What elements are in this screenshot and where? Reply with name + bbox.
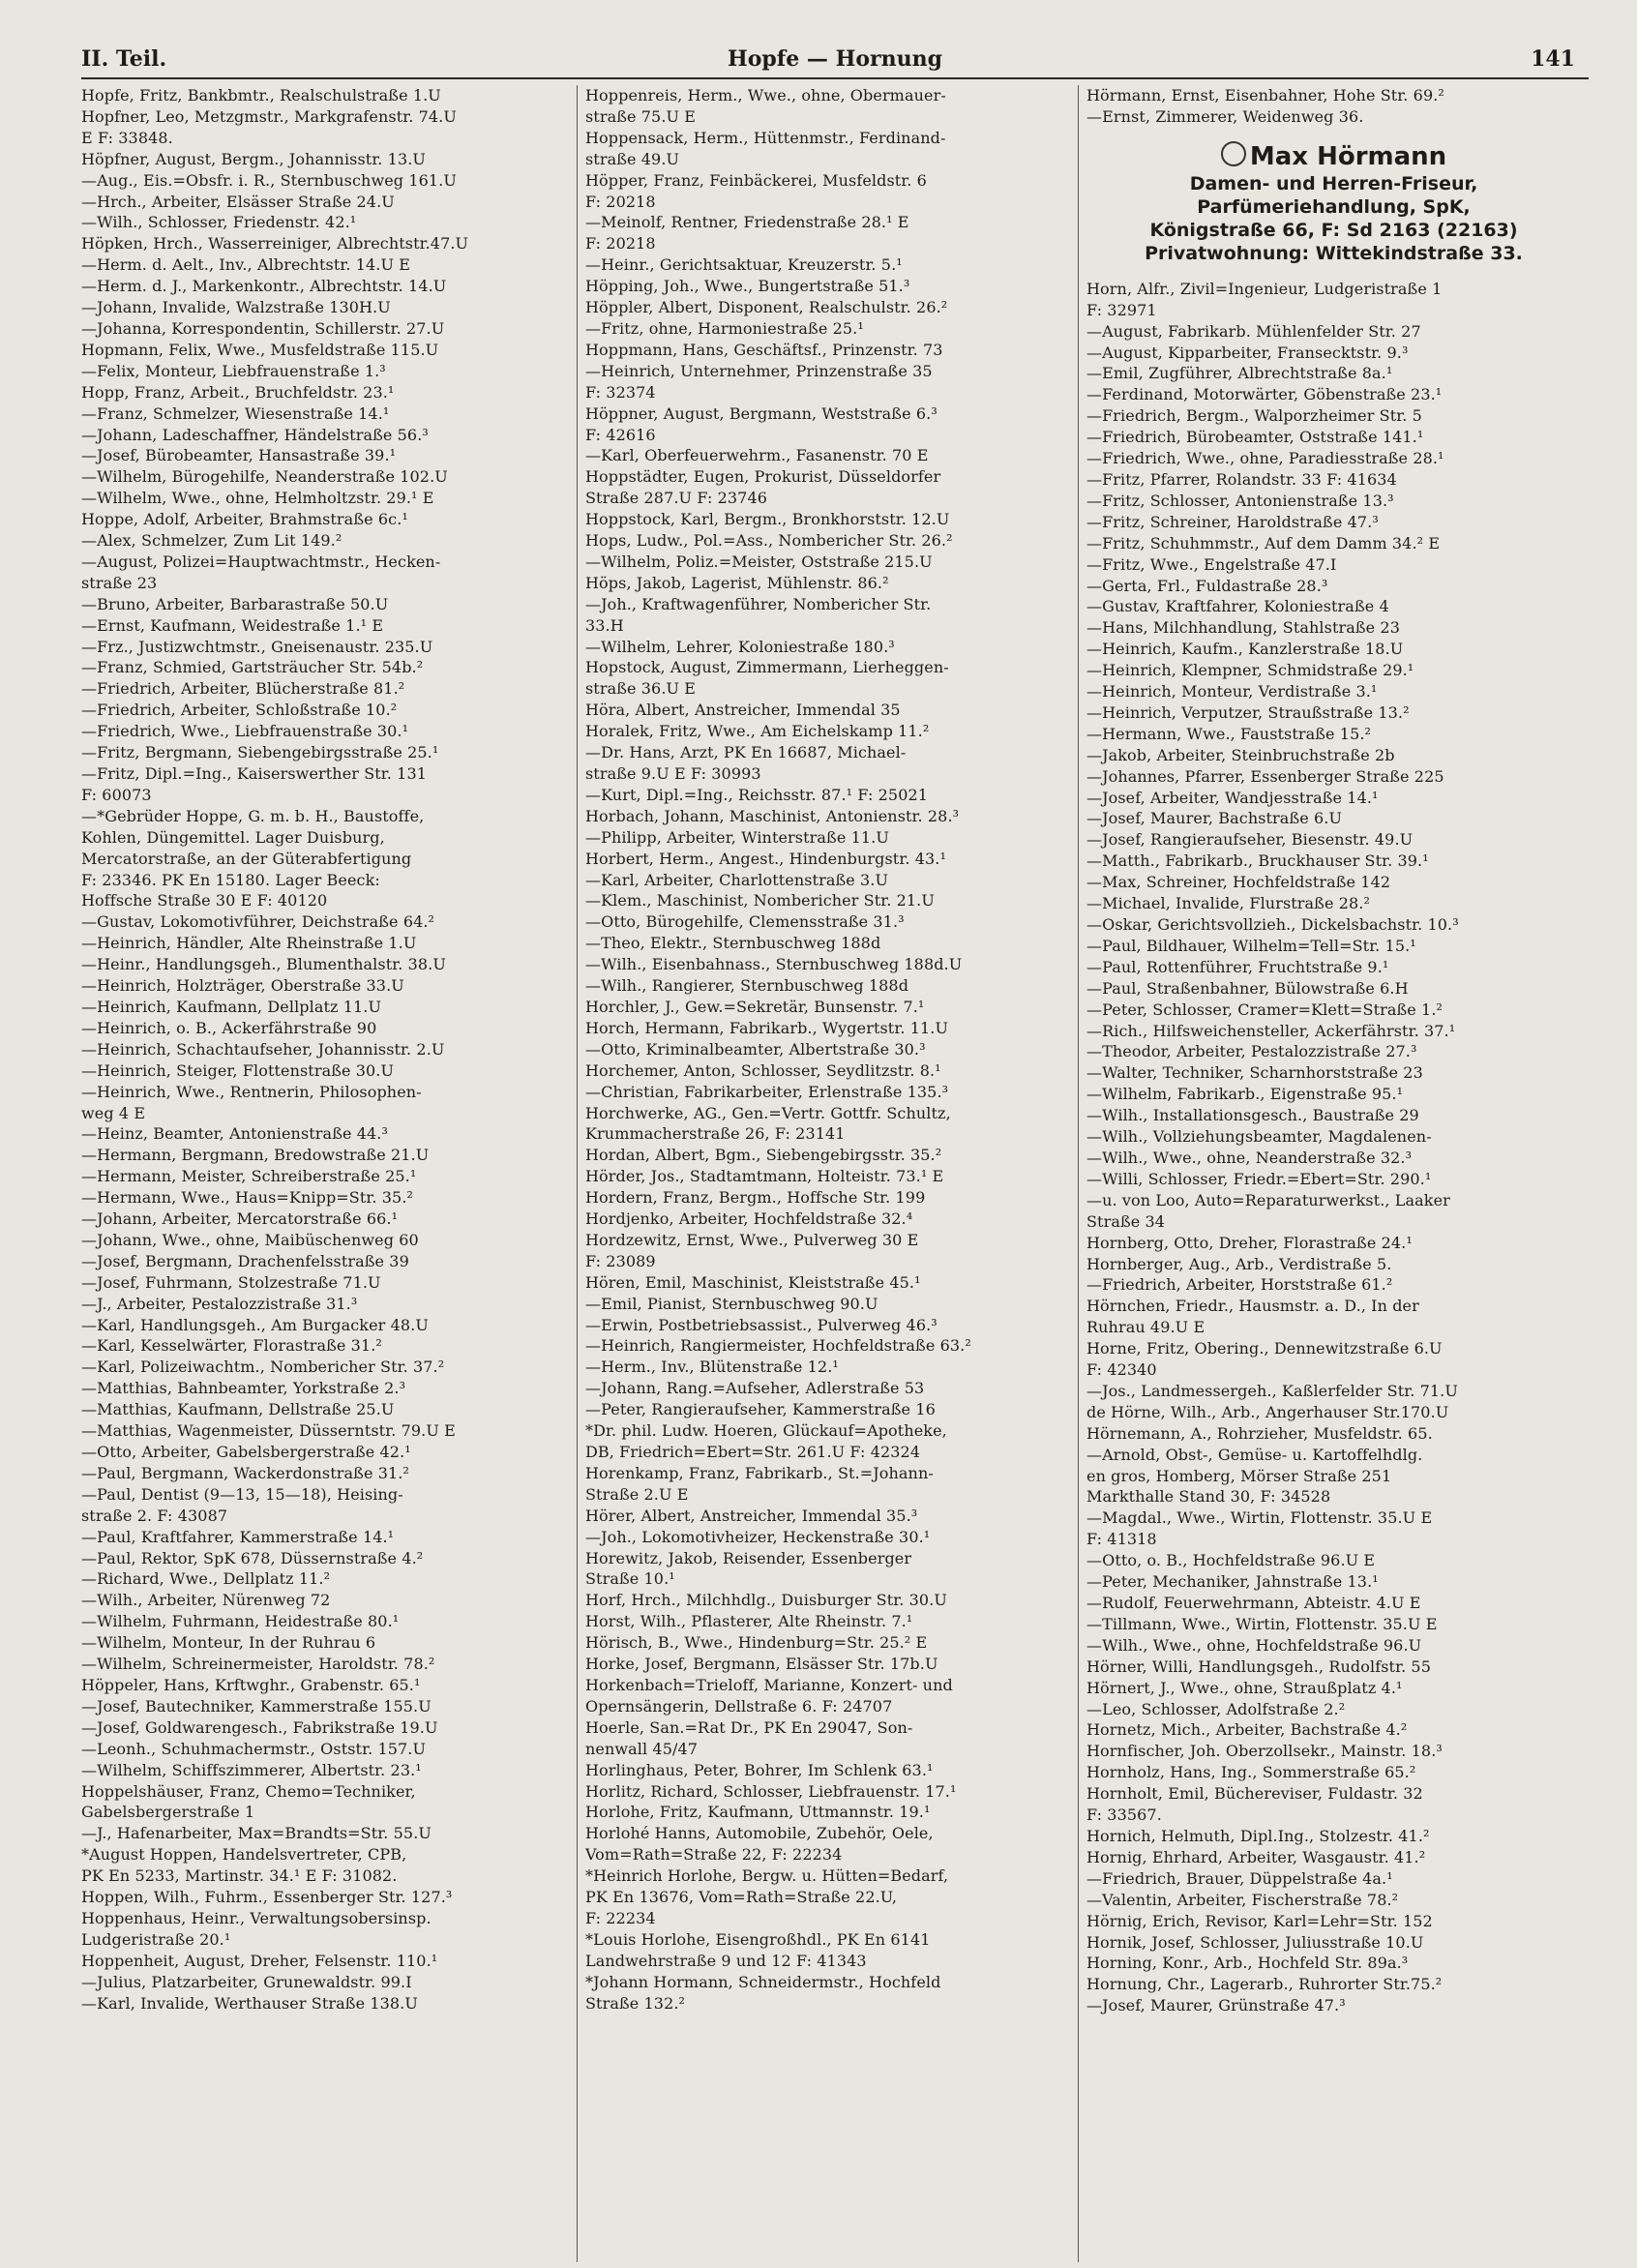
directory-entry: F: 42616 <box>585 425 656 444</box>
directory-entry: —Matthias, Bahnbeamter, Yorkstraße 2.³ <box>81 1379 406 1398</box>
directory-entry: Hopmann, Felix, Wwe., Musfeldstraße 115.U <box>81 340 439 359</box>
page-header <box>81 43 1589 79</box>
directory-entry: —Ernst, Kaufmann, Weidestraße 1.¹ E <box>81 615 384 635</box>
directory-entry: —Kurt, Dipl.=Ing., Reichsstr. 87.¹ F: 25021 <box>585 785 929 804</box>
directory-entry: Hörnig, Erich, Revisor, Karl=Lehr=Str. 152 <box>1086 1911 1433 1930</box>
directory-entry: Höpken, Hrch., Wasserreiniger, Albrechtstr.47.U <box>81 234 469 254</box>
directory-entry: —Fritz, Schreiner, Haroldstraße 47.³ <box>1086 512 1379 531</box>
directory-entry: Hoppstädter, Eugen, Prokurist, Düsseldorfer <box>585 467 941 487</box>
directory-entry: E F: 33848. <box>81 128 173 147</box>
directory-entry: Hornfischer, Joh. Oberzollsekr., Mainstr. 18.³ <box>1086 1742 1443 1761</box>
directory-entry: —Wilhelm, Fuhrmann, Heidestraße 80.¹ <box>81 1612 400 1631</box>
directory-entry: —Fritz, ohne, Harmoniestraße 25.¹ <box>585 318 864 338</box>
directory-entry: Hornholz, Hans, Ing., Sommerstraße 65.² <box>1086 1763 1416 1782</box>
directory-entry: —Paul, Dentist (9—13, 15—18), Heising- <box>81 1484 403 1504</box>
directory-entry: Horkenbach=Trieloff, Marianne, Konzert- und <box>585 1675 953 1694</box>
directory-entry: —Max, Schreiner, Hochfeldstraße 142 <box>1086 873 1391 892</box>
directory-entry: —Joh., Lokomotivheizer, Heckenstraße 30.¹ <box>585 1527 931 1546</box>
directory-entry: —Friedrich, Wwe., ohne, Paradiesstraße 28.¹ <box>1086 449 1444 468</box>
directory-entry: —Wilh., Schlosser, Friedenstr. 42.¹ <box>81 213 357 232</box>
directory-entry: —Karl, Invalide, Werthauser Straße 138.U <box>81 1993 418 2013</box>
directory-entry: —Theo, Elektr., Sternbuschweg 188d <box>585 934 881 953</box>
directory-entry: —Hans, Milchhandlung, Stahlstraße 23 <box>1086 618 1400 638</box>
directory-entry: —Fritz, Schlosser, Antonienstraße 13.³ <box>1086 491 1394 510</box>
directory-entry: —Wilhelm, Wwe., ohne, Helmholtzstr. 29.¹ E <box>81 489 434 508</box>
directory-entry: —Matthias, Kaufmann, Dellstraße 25.U <box>81 1400 395 1419</box>
directory-entry: —J., Hafenarbeiter, Max=Brandts=Str. 55.U <box>81 1824 432 1843</box>
directory-entry: —Aug., Eis.=Obsfr. i. R., Sternbuschweg 161.U <box>81 170 457 190</box>
directory-entry: Opernsängerin, Dellstraße 6. F: 24707 <box>585 1696 893 1716</box>
directory-entry: Gabelsbergerstraße 1 <box>81 1803 255 1822</box>
directory-entry: Hörnchen, Friedr., Hausmstr. a. D., In der <box>1086 1297 1419 1316</box>
directory-entry: —Wilhelm, Poliz.=Meister, Oststraße 215.U <box>585 552 933 571</box>
directory-entry: Hörmann, Ernst, Eisenbahner, Hohe Str. 69.² <box>1086 86 1444 104</box>
directory-entry: Hordern, Franz, Bergm., Hoffsche Str. 199 <box>585 1188 926 1208</box>
directory-entry: —Heinrich, Wwe., Rentnerin, Philosophen- <box>81 1082 422 1101</box>
directory-entry: —Wilhelm, Lehrer, Koloniestraße 180.³ <box>585 637 895 656</box>
directory-entry: *August Hoppen, Handelsvertreter, CPB, <box>81 1845 407 1865</box>
directory-entry: —Josef, Maurer, Grünstraße 47.³ <box>1086 1996 1346 2015</box>
directory-entry: —Herm. d. J., Markenkontr., Albrechtstr. 14.U <box>81 277 447 296</box>
directory-entry: —Jakob, Arbeiter, Steinbruchstraße 2b <box>1086 745 1395 764</box>
directory-entry: PK En 13676, Vom=Rath=Straße 22.U, <box>585 1888 898 1907</box>
directory-entry: Hoppmann, Hans, Geschäftsf., Prinzenstr. 73 <box>585 340 943 359</box>
directory-entry: —Rich., Hilfsweichensteller, Ackerfährstr. 37.¹ <box>1086 1021 1456 1040</box>
directory-entry: Höpping, Joh., Wwe., Bungertstraße 51.³ <box>585 277 910 296</box>
directory-entry: —Franz, Schmelzer, Wiesenstraße 14.¹ <box>81 403 390 423</box>
directory-entry: —Heinr., Handlungsgeh., Blumenthalstr. 38.U <box>81 955 446 974</box>
directory-entry: straße 75.U E <box>585 106 697 126</box>
directory-entry: Hörer, Albert, Anstreicher, Immendal 35.³ <box>585 1506 918 1525</box>
directory-entry: —Philipp, Arbeiter, Winterstraße 11.U <box>585 827 889 847</box>
directory-entry: —Paul, Rektor, SpK 678, Düssernstraße 4.² <box>81 1548 424 1567</box>
running-title: Hopfe — Hornung <box>727 46 943 72</box>
directory-entry: DB, Friedrich=Ebert=Str. 261.U F: 42324 <box>585 1443 921 1461</box>
directory-entry: —Emil, Pianist, Sternbuschweg 90.U <box>585 1294 878 1313</box>
directory-entry: straße 2. F: 43087 <box>81 1506 228 1525</box>
directory-entry: straße 23 <box>81 573 158 592</box>
directory-entry: nenwall 45/47 <box>585 1739 699 1758</box>
directory-entry: —*Gebrüder Hoppe, G. m. b. H., Baustoffe, <box>81 806 425 825</box>
directory-entry: —Wilhelm, Schiffszimmerer, Albertstr. 23.¹ <box>81 1760 422 1779</box>
ad-line: Königstraße 66, F: Sd 2163 (22163) <box>1149 219 1518 241</box>
directory-entry: —Paul, Straßenbahner, Bülowstraße 6.H <box>1086 978 1409 998</box>
directory-entry: —Herm. d. Aelt., Inv., Albrechtstr. 14.U E <box>81 255 411 275</box>
directory-entry: —Ferdinand, Motorwärter, Göbenstraße 23.¹ <box>1086 385 1443 404</box>
directory-entry: —Matthias, Wagenmeister, Düsserntstr. 79.U E <box>81 1421 456 1441</box>
directory-entry: —Fritz, Schuhmmstr., Auf dem Damm 34.² E <box>1086 533 1441 552</box>
directory-entry: F: 33567. <box>1086 1805 1162 1825</box>
directory-entry: Höpfner, August, Bergm., Johannisstr. 13.U <box>81 149 427 168</box>
directory-entry: —Hermann, Wwe., Haus=Knipp=Str. 35.² <box>81 1188 414 1208</box>
directory-entry: —Paul, Kraftfahrer, Kammerstraße 14.¹ <box>81 1527 395 1546</box>
directory-entry: —Johann, Rang.=Aufseher, Adlerstraße 53 <box>585 1379 925 1398</box>
directory-entry: —Johann, Ladeschaffner, Händelstraße 56.³ <box>81 425 429 444</box>
directory-entry: —Alex, Schmelzer, Zum Lit 149.² <box>81 531 342 551</box>
directory-entry: —Heinrich, Steiger, Flottenstraße 30.U <box>81 1060 395 1080</box>
directory-entry: Hornholt, Emil, Büchereviser, Fuldastr. 32 <box>1086 1784 1423 1804</box>
directory-entry: —Willi, Schlosser, Friedr.=Ebert=Str. 290.¹ <box>1086 1169 1432 1188</box>
directory-entry: —Paul, Bergmann, Wackerdonstraße 31.² <box>81 1463 409 1482</box>
directory-entry: Horenkamp, Franz, Fabrikarb., St.=Johann- <box>585 1463 934 1482</box>
directory-entry: —Hermann, Bergmann, Bredowstraße 21.U <box>81 1146 430 1165</box>
directory-entry: Straße 2.U E <box>585 1484 689 1504</box>
directory-entry: F: 23346. PK En 15180. Lager Beeck: <box>81 870 380 889</box>
directory-entry: —Otto, Kriminalbeamter, Albertstraße 30.³ <box>585 1039 926 1059</box>
directory-entry: Vom=Rath=Straße 22, F: 22234 <box>585 1845 843 1865</box>
directory-entry: —Franz, Schmied, Gartsträucher Str. 54b.² <box>81 658 424 677</box>
directory-entry: F: 23089 <box>585 1251 656 1270</box>
directory-entry: Horf, Hrch., Milchhdlg., Duisburger Str. 30.U <box>585 1591 947 1610</box>
directory-entry: —Michael, Invalide, Flurstraße 28.² <box>1086 894 1370 913</box>
directory-entry: —Gustav, Lokomotivführer, Deichstraße 64.² <box>81 912 435 932</box>
directory-entry: —Leonh., Schuhmachermstr., Oststr. 157.U <box>81 1739 427 1758</box>
directory-entry: —Peter, Schlosser, Cramer=Klett=Straße 1.² <box>1086 1000 1444 1019</box>
directory-entry: —Wilhelm, Monteur, In der Ruhrau 6 <box>81 1633 376 1653</box>
directory-entry: —Heinrich, Monteur, Verdistraße 3.¹ <box>1086 682 1378 701</box>
directory-entry: —Heinrich, Rangiermeister, Hochfeldstraße 63.² <box>585 1336 971 1356</box>
directory-entry: —Frz., Justizwchtmstr., Gneisenaustr. 235.U <box>81 637 433 656</box>
directory-entry: —Johanna, Korrespondentin, Schillerstr. 27.U <box>81 318 445 338</box>
directory-entry: Kohlen, Düngemittel. Lager Duisburg, <box>81 827 385 847</box>
directory-entry: weg 4 E <box>81 1103 146 1122</box>
directory-entry: —Josef, Maurer, Bachstraße 6.U <box>1086 809 1343 828</box>
directory-entry: straße 49.U <box>585 149 680 168</box>
directory-entry: F: 60073 <box>81 785 152 804</box>
ad-business-name: Max Hörmann <box>1249 141 1447 171</box>
directory-entry: —Heinrich, Holzträger, Oberstraße 33.U <box>81 976 404 996</box>
directory-entry: Hornberg, Otto, Dreher, Florastraße 24.¹ <box>1086 1233 1413 1252</box>
directory-entry: Horbach, Johann, Maschinist, Antonienstr. 28.³ <box>585 806 960 825</box>
directory-entry: —Otto, o. B., Hochfeldstraße 96.U E <box>1086 1551 1376 1570</box>
directory-entry: Höppner, August, Bergmann, Weststraße 6.³ <box>585 403 938 423</box>
directory-entry: —Heinz, Beamter, Antonienstraße 44.³ <box>81 1124 388 1144</box>
directory-entry: Hopp, Franz, Arbeit., Bruchfeldstr. 23.¹ <box>81 382 395 402</box>
directory-entry: —Wilh., Wwe., ohne, Neanderstraße 32.³ <box>1086 1148 1413 1167</box>
directory-entry: —Hermann, Wwe., Fauststraße 15.² <box>1086 724 1372 743</box>
directory-entry: Hornik, Josef, Schlosser, Juliusstraße 10.U <box>1086 1932 1424 1952</box>
directory-entry: straße 36.U E <box>585 679 697 699</box>
directory-entry: Horalek, Fritz, Wwe., Am Eichelskamp 11.² <box>585 722 930 741</box>
directory-entry: —Karl, Handlungsgeh., Am Burgacker 48.U <box>81 1315 429 1334</box>
directory-entry: —Bruno, Arbeiter, Barbarastraße 50.U <box>81 594 389 613</box>
directory-entry: —Herm., Inv., Blütenstraße 12.¹ <box>585 1358 839 1377</box>
directory-entry: —Matth., Fabrikarb., Bruckhauser Str. 39.¹ <box>1086 851 1429 871</box>
directory-entry: Hopfner, Leo, Metzgmstr., Markgrafenstr. 74.U <box>81 106 457 126</box>
directory-entry: Horst, Wilh., Pflasterer, Alte Rheinstr. 7.¹ <box>585 1612 913 1631</box>
directory-entry: —Heinrich, Händler, Alte Rheinstraße 1.U <box>81 934 417 953</box>
directory-entry: —Christian, Fabrikarbeiter, Erlenstraße 135.³ <box>585 1082 949 1101</box>
directory-entry: —Wilh., Wwe., ohne, Hochfeldstraße 96.U <box>1086 1635 1422 1655</box>
directory-entry: Hoppe, Adolf, Arbeiter, Brahmstraße 6c.¹ <box>81 510 408 529</box>
directory-entry: —Dr. Hans, Arzt, PK En 16687, Michael- <box>585 743 907 762</box>
directory-entry: Hornig, Ehrhard, Arbeiter, Wasgaustr. 41.² <box>1086 1847 1426 1866</box>
directory-entry: —Gustav, Kraftfahrer, Koloniestraße 4 <box>1086 597 1389 616</box>
directory-entry: —Friedrich, Brauer, Düppelstraße 4a.¹ <box>1086 1868 1393 1888</box>
directory-entry: Horlinghaus, Peter, Bohrer, Im Schlenk 63.¹ <box>585 1760 934 1779</box>
directory-entry: Landwehrstraße 9 und 12 F: 41343 <box>585 1951 867 1970</box>
directory-entry: —Friedrich, Bergm., Walporzheimer Str. 5 <box>1086 406 1422 426</box>
directory-entry: *Dr. phil. Ludw. Hoeren, Glückauf=Apotheke, <box>585 1421 947 1441</box>
directory-entry: Hörder, Jos., Stadtamtmann, Holteistr. 73.¹ E <box>585 1167 944 1186</box>
directory-entry: F: 20218 <box>585 234 656 254</box>
directory-entry: —Erwin, Postbetriebsassist., Pulverweg 46.³ <box>585 1315 938 1334</box>
ad-line: Privatwohnung: Wittekindstraße 33. <box>1145 242 1523 264</box>
logo-icon <box>1221 141 1246 166</box>
directory-entry: —Heinrich, o. B., Ackerfährstraße 90 <box>81 1018 377 1037</box>
directory-entry: —Karl, Polizeiwachtm., Nombericher Str. 37.² <box>81 1358 445 1377</box>
directory-entry: —u. von Loo, Auto=Reparaturwerkst., Laaker <box>1086 1190 1450 1209</box>
directory-entry: Hornetz, Mich., Arbeiter, Bachstraße 4.² <box>1086 1720 1408 1740</box>
directory-entry: Straße 287.U F: 23746 <box>585 489 768 508</box>
ad-line: Damen- und Herren-Friseur, <box>1189 172 1478 194</box>
directory-entry: —Heinrich, Kaufm., Kanzlerstraße 18.U <box>1086 640 1404 659</box>
directory-entry: Hoppenheit, August, Dreher, Felsenstr. 110.¹ <box>81 1951 438 1970</box>
directory-entry: —Friedrich, Bürobeamter, Oststraße 141.¹ <box>1086 428 1424 447</box>
directory-entry: —Josef, Rangieraufseher, Biesenstr. 49.U <box>1086 830 1414 850</box>
directory-entry: Hornberger, Aug., Arb., Verdistraße 5. <box>1086 1254 1392 1273</box>
directory-entry: —Heinrich, Schachtaufseher, Johannisstr. 2.U <box>81 1039 445 1059</box>
directory-entry: Horn, Alfr., Zivil=Ingenieur, Ludgeristraße 1 <box>1086 279 1443 298</box>
directory-entry: —Wilh., Arbeiter, Nürenweg 72 <box>81 1591 331 1610</box>
directory-entry: —Paul, Bildhauer, Wilhelm=Tell=Str. 15.¹ <box>1086 936 1416 955</box>
directory-entry: Höra, Albert, Anstreicher, Immendal 35 <box>585 701 901 720</box>
directory-entry: Horne, Fritz, Obering., Dennewitzstraße 6.U <box>1086 1339 1443 1358</box>
ad-line: Parfümeriehandlung, SpK, <box>1197 195 1471 218</box>
directory-entry: Hoppenhaus, Heinr., Verwaltungsobersinsp. <box>81 1908 432 1927</box>
directory-entry: —Josef, Fuhrmann, Stolzestraße 71.U <box>81 1272 381 1292</box>
directory-entry: —Josef, Goldwarengesch., Fabrikstraße 19.U <box>81 1717 438 1737</box>
directory-entry: Hornich, Helmuth, Dipl.Ing., Stolzestr. 41.² <box>1086 1826 1430 1845</box>
directory-entry: —Julius, Platzarbeiter, Grunewaldstr. 99.I <box>81 1972 412 1991</box>
directory-entry: Straße 132.² <box>585 1993 686 2013</box>
directory-entry: —Johann, Arbeiter, Mercatorstraße 66.¹ <box>81 1209 399 1229</box>
directory-entry: *Heinrich Horlohe, Bergw. u. Hütten=Bedarf, <box>585 1866 949 1886</box>
directory-entry: en gros, Homberg, Mörser Straße 251 <box>1086 1466 1392 1485</box>
directory-entry: —Wilh., Eisenbahnass., Sternbuschweg 188d.U <box>585 955 963 974</box>
directory-entry: F: 20218 <box>585 192 656 211</box>
directory-entry: —Hermann, Meister, Schreiberstraße 25.¹ <box>81 1167 417 1186</box>
directory-entry: —Josef, Bergmann, Drachenfelsstraße 39 <box>81 1251 409 1270</box>
directory-entry: —Peter, Rangieraufseher, Kammerstraße 16 <box>585 1400 936 1419</box>
directory-entry: *Johann Hormann, Schneidermstr., Hochfeld <box>585 1972 941 1991</box>
directory-entry: Hordzewitz, Ernst, Wwe., Pulverweg 30 E <box>585 1230 919 1249</box>
directory-entry: —Ernst, Zimmerer, Weidenweg 36. <box>1086 106 1364 126</box>
directory-entry: Horewitz, Jakob, Reisender, Essenberger <box>585 1548 912 1567</box>
columns <box>81 85 1589 2262</box>
directory-entry: —Fritz, Pfarrer, Rolandstr. 33 F: 41634 <box>1086 469 1397 489</box>
directory-entry: Horlohe, Fritz, Kaufmann, Uttmannstr. 19.¹ <box>585 1803 931 1822</box>
directory-entry: Höppler, Albert, Disponent, Realschulstr. 26.² <box>585 298 948 317</box>
directory-entry: —Otto, Arbeiter, Gabelsbergerstraße 42.¹ <box>81 1443 411 1461</box>
directory-entry: Krummacherstraße 26, F: 23141 <box>585 1124 846 1144</box>
directory-entry: —Klem., Maschinist, Nombericher Str. 21.U <box>585 891 935 910</box>
directory-entry: Hornung, Chr., Lagerarb., Ruhrorter Str.75.² <box>1086 1975 1443 1994</box>
directory-entry: —Friedrich, Arbeiter, Schloßstraße 10.² <box>81 701 398 720</box>
directory-entry: —Karl, Oberfeuerwehrm., Fasanenstr. 70 E <box>585 446 929 465</box>
directory-entry: —Heinrich, Verputzer, Straußstraße 13.² <box>1086 702 1410 722</box>
directory-entry: —Tillmann, Wwe., Wirtin, Flottenstr. 35.U E <box>1086 1614 1438 1633</box>
directory-entry: Hoppstock, Karl, Bergm., Bronkhorststr. 12.U <box>585 510 950 529</box>
directory-entry: —Arnold, Obst-, Gemüse- u. Kartoffelhdlg. <box>1086 1445 1423 1464</box>
directory-entry: Höps, Jakob, Lagerist, Mühlenstr. 86.² <box>585 573 889 592</box>
directory-entry: Hoppelshäuser, Franz, Chemo=Techniker, <box>81 1781 416 1801</box>
directory-entry: —Walter, Techniker, Scharnhorststraße 23 <box>1086 1063 1423 1083</box>
directory-entry: —Wilhelm, Schreinermeister, Haroldstr. 78.² <box>81 1655 435 1674</box>
directory-entry: —Theodor, Arbeiter, Pestalozzistraße 27.³ <box>1086 1042 1417 1061</box>
directory-entry: —Richard, Wwe., Dellplatz 11.² <box>81 1569 331 1589</box>
page-number: 141 <box>1531 46 1575 72</box>
directory-entry: Hören, Emil, Maschinist, Kleiststraße 45.¹ <box>585 1272 921 1292</box>
directory-entry: —Fritz, Dipl.=Ing., Kaiserswerther Str. 131 <box>81 764 428 783</box>
directory-entry: Ludgeristraße 20.¹ <box>81 1929 231 1949</box>
directory-entry: —Friedrich, Wwe., Liebfrauenstraße 30.¹ <box>81 722 409 741</box>
directory-entry: Mercatorstraße, an der Güterabfertigung <box>81 849 412 868</box>
column-3 <box>1078 85 1589 2262</box>
directory-entry: —Gerta, Frl., Fuldastraße 28.³ <box>1086 576 1328 595</box>
directory-entry: Horchemer, Anton, Schlosser, Seydlitzstr. 8.¹ <box>585 1060 941 1080</box>
directory-entry: Ruhrau 49.U E <box>1086 1318 1205 1337</box>
directory-entry: —Karl, Kesselwärter, Florastraße 31.² <box>81 1336 382 1356</box>
directory-entry: —Heinr., Gerichtsaktuar, Kreuzerstr. 5.¹ <box>585 255 903 275</box>
directory-entry: F: 42340 <box>1086 1360 1157 1380</box>
column-2 <box>577 85 1078 2262</box>
section-label: II. Teil. <box>81 46 167 72</box>
advertisement <box>1086 141 1581 265</box>
directory-entry: —Felix, Monteur, Liebfrauenstraße 1.³ <box>81 361 386 380</box>
directory-entry: Hordjenko, Arbeiter, Hochfeldstraße 32.⁴ <box>585 1209 913 1229</box>
directory-entry: straße 9.U E F: 30993 <box>585 764 761 783</box>
directory-entry: —Leo, Schlosser, Adolfstraße 2.² <box>1086 1699 1346 1718</box>
directory-entry: Straße 10.¹ <box>585 1569 675 1589</box>
directory-entry: —Johann, Invalide, Walzstraße 130H.U <box>81 298 391 317</box>
directory-entry: —Emil, Zugführer, Albrechtstraße 8a.¹ <box>1086 364 1393 383</box>
directory-entry: —Rudolf, Feuerwehrmann, Abteistr. 4.U E <box>1086 1594 1421 1612</box>
directory-entry: Hörnert, J., Wwe., ohne, Straußplatz 4.¹ <box>1086 1678 1403 1697</box>
directory-entry: Hoppenreis, Herm., Wwe., ohne, Obermauer- <box>585 86 946 104</box>
directory-entry: —Magdal., Wwe., Wirtin, Flottenstr. 35.U E <box>1086 1508 1433 1528</box>
directory-entry: —Johann, Wwe., ohne, Maibüschenweg 60 <box>81 1230 419 1249</box>
directory-entry: F: 32971 <box>1086 300 1157 319</box>
directory-entry: Hörnemann, A., Rohrzieher, Musfeldstr. 65. <box>1086 1423 1433 1443</box>
directory-entry: —Meinolf, Rentner, Friedenstraße 28.¹ E <box>585 213 909 232</box>
directory-entry: —Fritz, Wwe., Engelstraße 47.I <box>1086 554 1337 574</box>
directory-entry: —Johannes, Pfarrer, Essenberger Straße 225 <box>1086 766 1444 786</box>
directory-entry: —Wilh., Installationsgesch., Baustraße 29 <box>1086 1106 1419 1125</box>
directory-entry: Markthalle Stand 30, F: 34528 <box>1086 1487 1331 1507</box>
directory-entry: *Louis Horlohe, Eisengroßhdl., PK En 6141 <box>585 1929 931 1949</box>
directory-entry: Hoppen, Wilh., Fuhrm., Essenberger Str. 127.³ <box>81 1888 453 1907</box>
directory-entry: Hoffsche Straße 30 E F: 40120 <box>81 891 328 910</box>
directory-entry: —Joh., Kraftwagenführer, Nombericher Str. <box>585 594 932 613</box>
directory-entry: —Fritz, Bergmann, Siebengebirgsstraße 25.¹ <box>81 743 439 762</box>
directory-entry: Hoppensack, Herm., Hüttenmstr., Ferdinand- <box>585 128 946 147</box>
directory-entry: —Wilh., Vollziehungsbeamter, Magdalenen- <box>1086 1127 1432 1147</box>
directory-entry: —Wilhelm, Fabrikarb., Eigenstraße 95.¹ <box>1086 1085 1404 1104</box>
directory-entry: Hörisch, B., Wwe., Hindenburg=Str. 25.² E <box>585 1633 928 1653</box>
directory-entry: —Heinrich, Kaufmann, Dellplatz 11.U <box>81 997 382 1016</box>
directory-entry: Hoerle, San.=Rat Dr., PK En 29047, Son- <box>585 1717 913 1737</box>
directory-entry: de Hörne, Wilh., Arb., Angerhauser Str.170.U <box>1086 1402 1449 1421</box>
directory-entry: —Wilhelm, Bürogehilfe, Neanderstraße 102.U <box>81 467 448 487</box>
directory-entry: Horchler, J., Gew.=Sekretär, Bunsenstr. 7.¹ <box>585 997 925 1016</box>
directory-entry: —August, Polizei=Hauptwachtmstr., Hecken- <box>81 552 441 571</box>
directory-entry: Hordan, Albert, Bgm., Siebengebirgsstr. 35.² <box>585 1146 942 1165</box>
directory-entry: Horchwerke, AG., Gen.=Vertr. Gottfr. Schultz, <box>585 1103 951 1122</box>
directory-entry: F: 41318 <box>1086 1530 1157 1549</box>
directory-entry: —Paul, Rottenführer, Fruchtstraße 9.¹ <box>1086 957 1389 976</box>
directory-entry: Hops, Ludw., Pol.=Ass., Nombericher Str. 26.² <box>585 531 953 551</box>
directory-entry: Höpper, Franz, Feinbäckerei, Musfeldstr. 6 <box>585 170 927 190</box>
directory-entry: —Peter, Mechaniker, Jahnstraße 13.¹ <box>1086 1572 1379 1592</box>
directory-entry: —Josef, Bautechniker, Kammerstraße 155.U <box>81 1696 432 1716</box>
directory-entry: —Josef, Arbeiter, Wandjesstraße 14.¹ <box>1086 788 1379 807</box>
directory-entry: —J., Arbeiter, Pestalozzistraße 31.³ <box>81 1294 358 1313</box>
directory-entry: Horlohé Hanns, Automobile, Zubehör, Oele, <box>585 1824 934 1843</box>
directory-entry: —August, Kipparbeiter, Fransecktstr. 9.³ <box>1086 343 1409 362</box>
directory-entry: —Josef, Bürobeamter, Hansastraße 39.¹ <box>81 446 397 465</box>
directory-entry: Hörner, Willi, Handlungsgeh., Rudolfstr. 55 <box>1086 1656 1431 1676</box>
directory-entry: —Heinrich, Klempner, Schmidstraße 29.¹ <box>1086 661 1414 680</box>
directory-entry: Horlitz, Richard, Schlosser, Liebfrauenstr. 17.¹ <box>585 1781 957 1801</box>
directory-entry: —Wilh., Rangierer, Sternbuschweg 188d <box>585 976 909 996</box>
directory-entry: —Hrch., Arbeiter, Elsässer Straße 24.U <box>81 192 395 211</box>
directory-entry: —Karl, Arbeiter, Charlottenstraße 3.U <box>585 870 889 889</box>
directory-entry: —Otto, Bürogehilfe, Clemensstraße 31.³ <box>585 912 905 932</box>
directory-entry: Horbert, Herm., Angest., Hindenburgstr. 43.¹ <box>585 849 946 868</box>
column-1 <box>81 85 577 2262</box>
directory-entry: —Heinrich, Unternehmer, Prinzenstraße 35 <box>585 361 933 380</box>
directory-entry: Hopstock, August, Zimmermann, Lierheggen- <box>585 658 949 677</box>
directory-entry: 33.H <box>585 615 624 635</box>
directory-entry: —Valentin, Arbeiter, Fischerstraße 78.² <box>1086 1890 1399 1909</box>
directory-entry: Horch, Hermann, Fabrikarb., Wygertstr. 11.U <box>585 1018 949 1037</box>
directory-entry: Horke, Josef, Bergmann, Elsässer Str. 17b.U <box>585 1655 938 1674</box>
directory-entry: PK En 5233, Martinstr. 34.¹ E F: 31082. <box>81 1866 398 1886</box>
directory-entry: Straße 34 <box>1086 1211 1166 1231</box>
directory-entry: Hopfe, Fritz, Bankbmtr., Realschulstraße 1.U <box>81 86 441 104</box>
directory-entry: Horning, Konr., Arb., Hochfeld Str. 89a.³ <box>1086 1954 1409 1973</box>
directory-entry: —Friedrich, Arbeiter, Horststraße 61.² <box>1086 1275 1393 1295</box>
directory-entry: F: 32374 <box>585 382 656 402</box>
directory-entry: F: 22234 <box>585 1908 656 1927</box>
directory-entry: Höppeler, Hans, Krftwghr., Grabenstr. 65.¹ <box>81 1675 421 1694</box>
directory-entry: —Friedrich, Arbeiter, Blücherstraße 81.² <box>81 679 405 699</box>
directory-entry: —Jos., Landmessergeh., Kaßlerfelder Str. 71.U <box>1086 1381 1458 1400</box>
directory-entry: —Oskar, Gerichtsvollzieh., Dickelsbachstr. 10.³ <box>1086 915 1459 934</box>
directory-entry: —August, Fabrikarb. Mühlenfelder Str. 27 <box>1086 321 1421 341</box>
